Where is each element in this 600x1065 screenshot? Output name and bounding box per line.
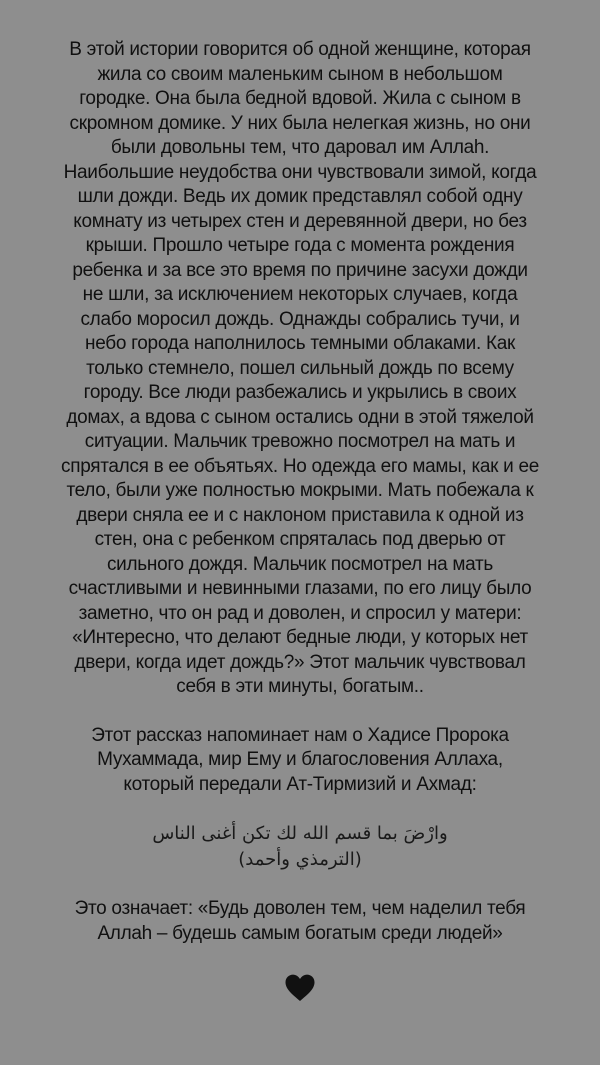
hadith-meaning-paragraph: Это означает: «Будь доволен тем, чем наделил тебя Аллаh – будешь самым богатым среди людей» (74, 898, 526, 944)
hadith-intro-paragraph: Этот рассказ напоминает нам о Хадисе Пророка Мухаммада, мир Ему и благословения Аллаха, который передали Ат-Тирмизий и Ахмад: (91, 724, 509, 795)
story-paragraph: В этой истории говорится об одной женщине, которая жила со своим маленьким сыном в небольшом городке. Она была бедной вдовой. Жила с сыном в скромном домике. У них была нелегкая жизнь, но они были довольны тем, что даровал им Аллаh. Наибольшие неудобства они чувствовали зимой, когда шли дожди. Ведь их домик представлял собой одну комнату из четырех стен и деревянной двери, но без крыши. Прошло четыре года с момента рождения ребенка и за все это время по причине засухи дожди не шли, за исключением некоторых случаев, когда слабо моросил дождь. Однажды собрались тучи, и небо города наполнилось темными облаками. Как только стемнело, пошел сильный дождь по всему городу. Все люди разбежались и укрылись в своих домах, а вдова с сыном остались одни в этой тяжелой ситуации. Мальчик тревожно посмотрел на мать и спрятался в ее объятьях. Но одежда его мамы, как и ее тело, были уже полностью мокрыми. Мать побежала к двери сняла ее и с наклоном приставила к одной из стен, она с ребенком спряталась под дверью от сильного дождя. Мальчик посмотрел на мать счастливыми и невинными глазами, по его лицу было заметно, что он рад и доволен, и спросил у матери: «Интересно, что делают бедные люди, у которых нет двери, когда идет дождь?» Этот мальчик чувствовал себя в эти минуты, богатым.. (61, 39, 539, 697)
paragraph-spacer (60, 797, 540, 821)
story-text-block (60, 38, 540, 1008)
paragraph-spacer (60, 873, 540, 897)
paragraph-spacer (60, 700, 540, 724)
arabic-hadith-text: وارْضَ بما قسم الله لك تكن أغنى الناس (152, 823, 448, 844)
heart-container (60, 968, 540, 1008)
black-heart-icon (284, 973, 316, 1003)
arabic-hadith-source: (الترمذي وأحمد) (238, 849, 362, 870)
